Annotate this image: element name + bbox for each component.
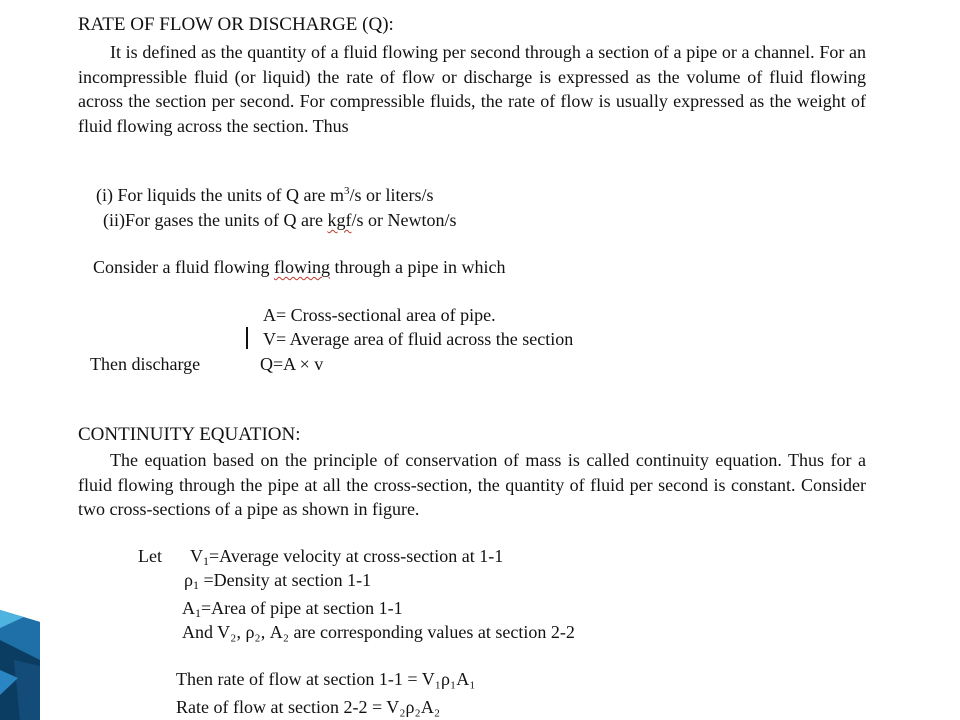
unit-liquids-line xyxy=(96,184,433,206)
unit-liquids-superscript: 3 xyxy=(343,185,350,197)
area-1-definition xyxy=(182,597,403,619)
continuity-text: The equation based on the principle of conservation of mass is called continuity equation. Thus for a fluid flowing through the pipe at all the cross-section, the quantity of fluid per second is constant. Consider two cross-sections of a pipe as shown in figure. xyxy=(78,450,866,519)
rate-of-flow-2-formula: V₂ρ₂A₂ xyxy=(386,697,441,717)
consider-line xyxy=(93,256,505,278)
consider-duplicate-word: flowing xyxy=(273,257,330,277)
then-discharge-label: Then discharge xyxy=(90,354,201,374)
section-heading-discharge: RATE OF FLOW OR DISCHARGE (Q): xyxy=(78,14,394,35)
unit-liquids-text: (i) For liquids the units of Q are m xyxy=(96,185,344,205)
area-1-text: =Area of pipe at section 1-1 xyxy=(201,598,403,618)
section-2-values: And V₂, ρ₂, A₂ are corresponding values at section 2-2 xyxy=(182,622,575,642)
density-1-definition xyxy=(184,569,371,591)
slide-corner-decoration xyxy=(0,600,40,720)
unit-liquids-suffix: /s or liters/s xyxy=(349,185,434,205)
rate-of-flow-1-text: Then rate of flow at section 1-1 = xyxy=(176,669,422,689)
unit-gases-misspelled-word: kgf xyxy=(327,210,352,230)
area-1-subscript: 1 xyxy=(195,606,201,620)
consider-text: Consider a fluid flowing xyxy=(93,257,274,277)
velocity-1-text: =Average velocity at cross-section at 1-1 xyxy=(209,546,504,566)
unit-gases-line xyxy=(103,209,456,231)
density-1-text: =Density at section 1-1 xyxy=(198,570,372,590)
rate-of-flow-1-line xyxy=(176,668,476,690)
definition-area: A= Cross-sectional area of pipe. xyxy=(263,305,496,325)
consider-suffix: through a pipe in which xyxy=(329,257,506,277)
discharge-formula: Q=A × v xyxy=(260,354,324,374)
density-1-subscript: 1 xyxy=(192,578,199,592)
discharge-definition-paragraph xyxy=(78,40,866,138)
rate-of-flow-2-line xyxy=(176,696,440,718)
velocity-1-subscript: 1 xyxy=(203,554,209,568)
area-1-symbol: A xyxy=(182,598,195,618)
unit-gases-text: (ii)For gases the units of Q are xyxy=(103,210,328,230)
velocity-1-symbol: V xyxy=(190,546,203,566)
rate-of-flow-2-text: Rate of flow at section 2-2 = xyxy=(176,697,387,717)
rate-of-flow-1-formula: V₁ρ₁A₁ xyxy=(421,669,476,689)
text-cursor xyxy=(246,327,248,349)
discharge-definition-text: It is defined as the quantity of a fluid flowing per second through a section of a pipe or a channel. For an incompressible fluid (or liquid) the rate of flow or discharge is expressed as the volume of fluid flowing across the section per second. For compressible fluids, the rate of flow is usually expressed as the weight of fluid flowing across the section. Thus xyxy=(78,42,866,136)
let-word: Let xyxy=(138,546,162,566)
definition-velocity: V= Average area of fluid across the section xyxy=(263,329,574,349)
density-1-symbol: ρ xyxy=(184,570,193,590)
slide-left-margin xyxy=(0,0,40,720)
unit-gases-suffix: /s or Newton/s xyxy=(351,210,457,230)
velocity-1-definition xyxy=(190,545,503,567)
section-heading-continuity: CONTINUITY EQUATION: xyxy=(78,424,301,445)
continuity-paragraph xyxy=(78,448,866,522)
